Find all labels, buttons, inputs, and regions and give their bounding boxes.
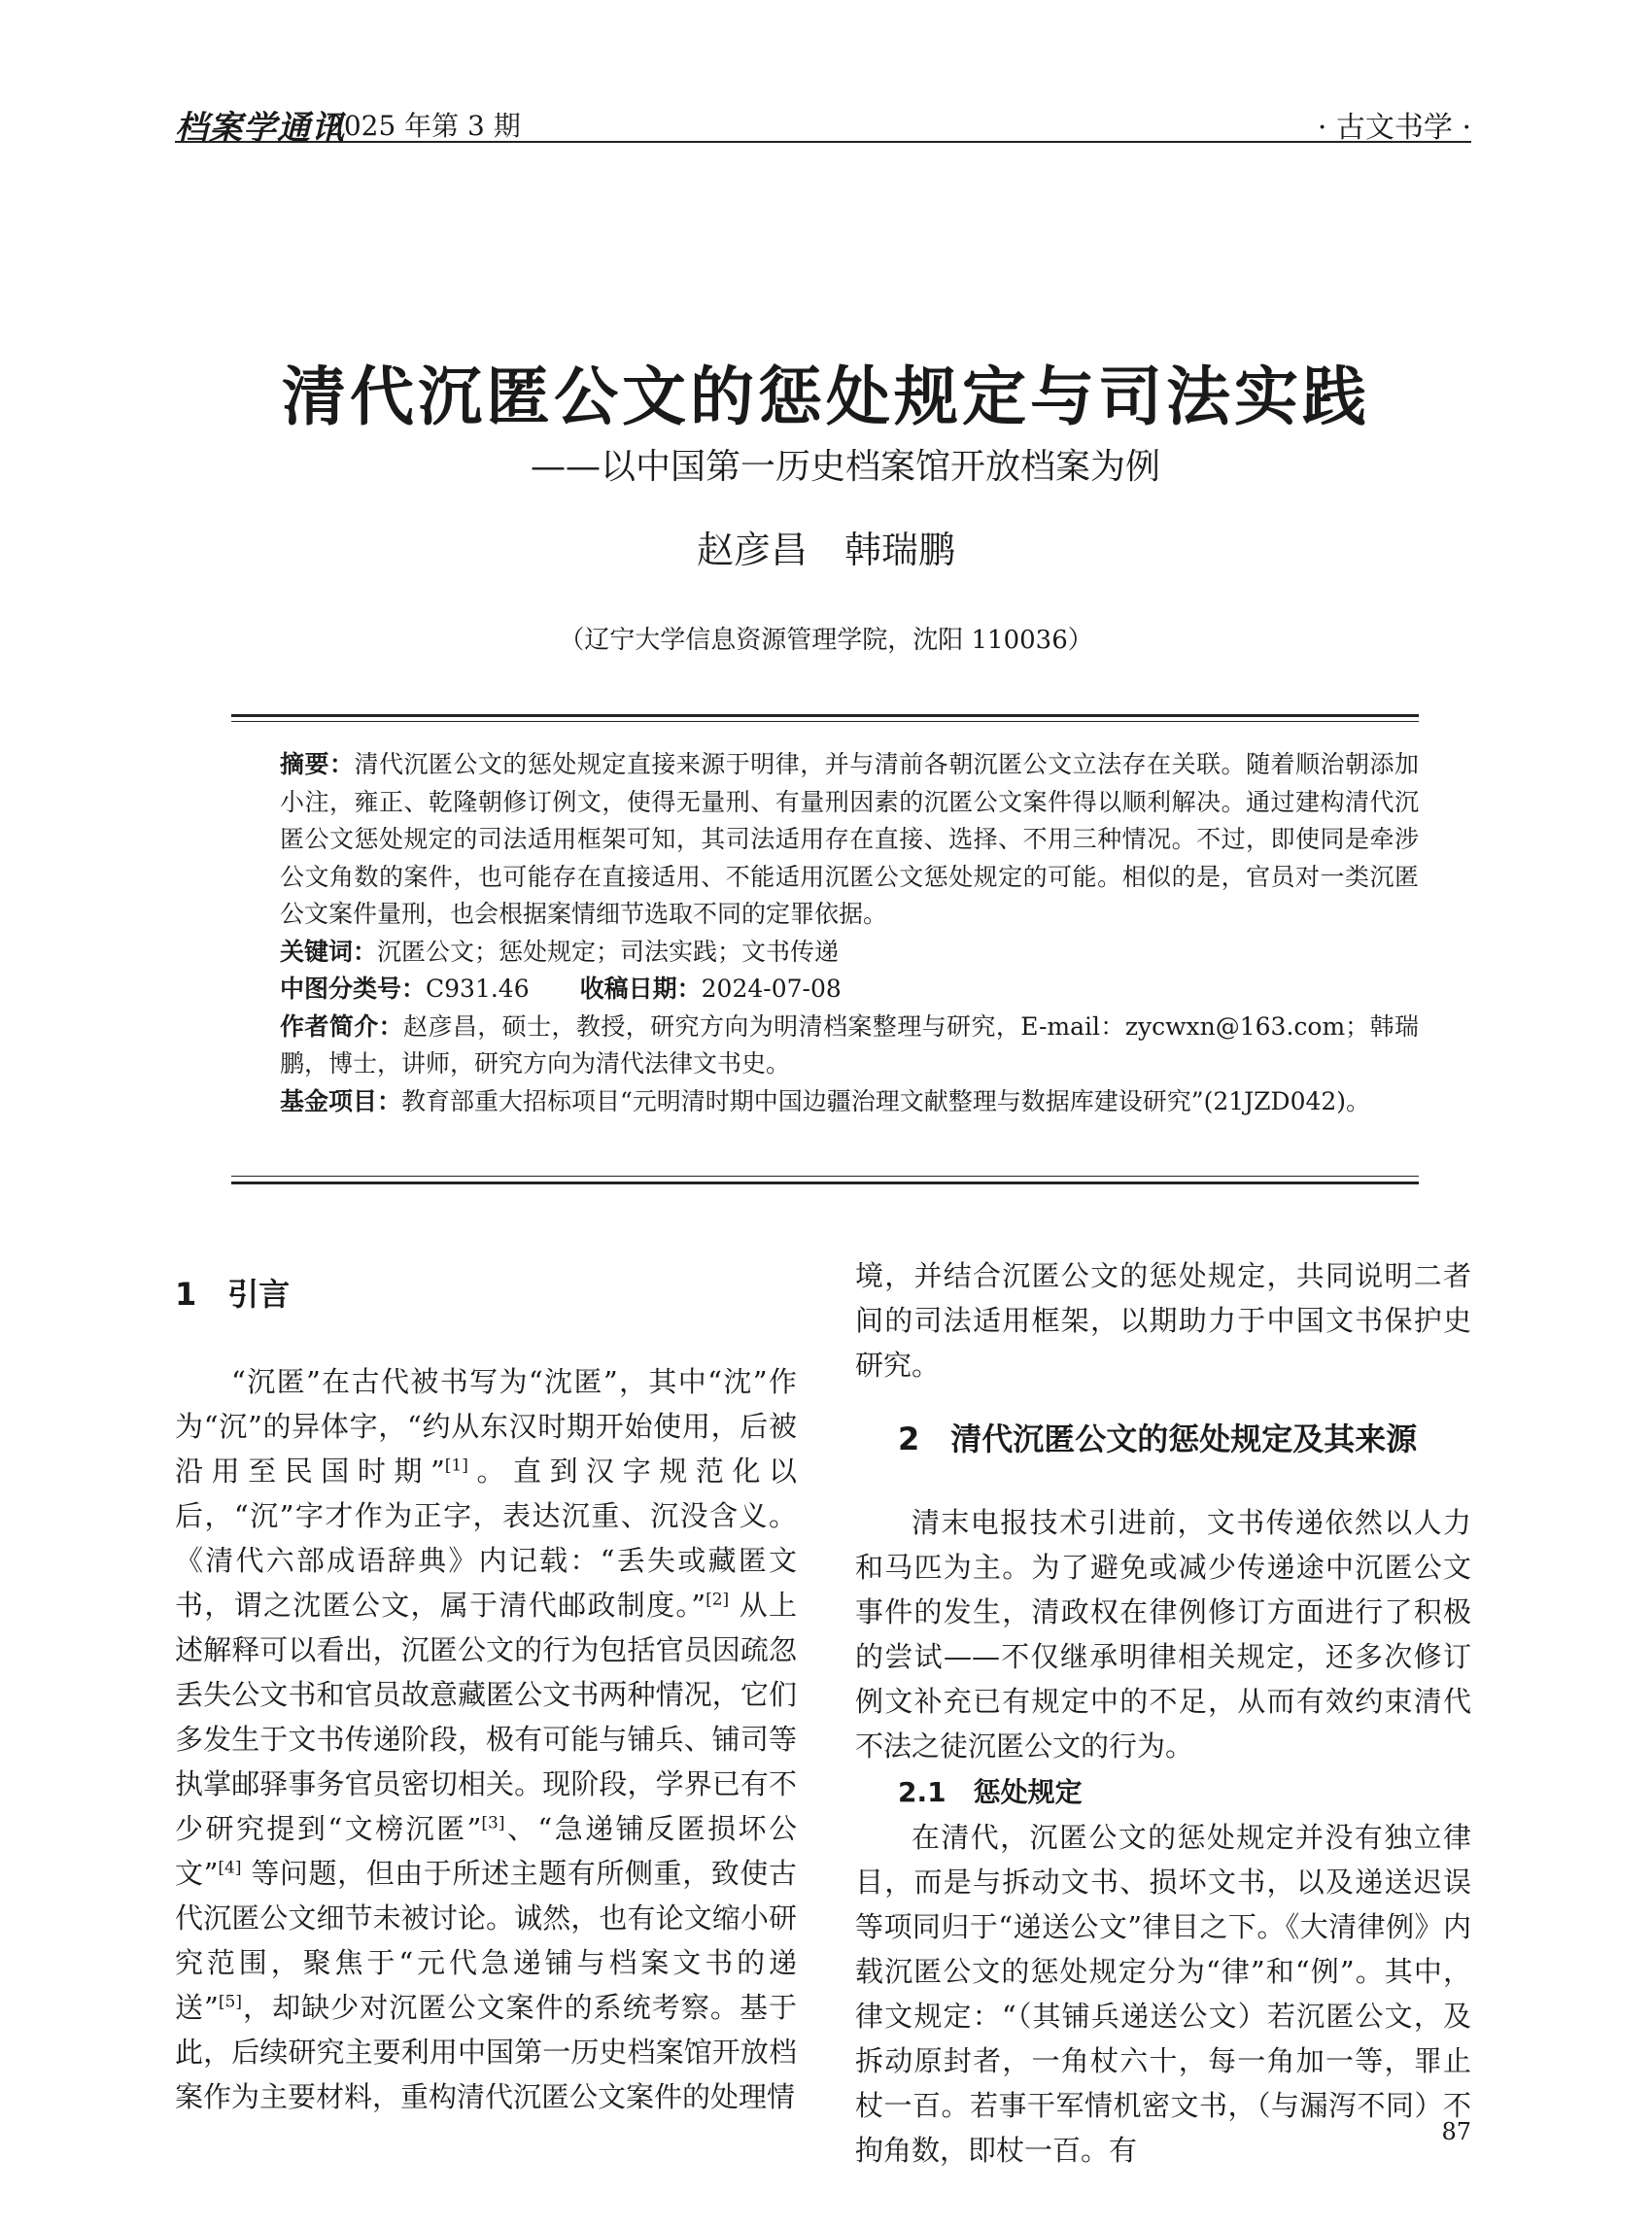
intro-continuation: 境，并结合沉匿公文的惩处规定，共同说明二者间的司法适用框架，以期助力于中国文书保护史研究。 xyxy=(855,1259,1471,1382)
section-2-heading: 2 清代沉匿公文的惩处规定及其来源 xyxy=(898,1421,1418,1457)
received-label: 收稿日期： xyxy=(579,975,702,1003)
fund-label: 基金项目： xyxy=(280,1086,402,1115)
intro-text-f: ，却缺少对沉匿公文案件的系统考察。基于此，后续研究主要利用中国第一历史档案馆开放档案作为主要材料，重构清代沉匿公文案件的处理情 xyxy=(175,1991,797,2113)
keywords-label: 关键词： xyxy=(280,937,378,966)
intro-text-b: 。直到汉字规范化以后，“沉”字才作为正字，表达沉重、沉没含义。《清代六部成语辞典》内记载：“丢失或藏匿文书，谓之沈匿公文，属于清代邮政制度。” xyxy=(175,1455,797,1622)
abstract-rule-top-thin xyxy=(231,721,1419,722)
abstract-rule-top xyxy=(231,714,1419,717)
page-number: 87 xyxy=(1441,2118,1471,2145)
right-column xyxy=(855,1253,1471,2173)
intro-text-c: 从上述解释可以看出，沉匿公文的行为包括官员因疏忽丢失公文书和官员故意藏匿公文书两种情况，它们多发生于文书传递阶段，极有可能与铺兵、铺司等执掌邮驿事务官员密切相关。现阶段，学界已有不少研究提到“文榜沉匿” xyxy=(175,1589,798,1845)
journal-name: 档案学通讯 xyxy=(175,109,345,148)
abstract-block xyxy=(280,746,1419,1120)
section-1-heading: 1 引言 xyxy=(175,1276,291,1313)
abstract-label: 摘要： xyxy=(280,750,355,778)
authors: 赵彦昌 韩瑞鹏 xyxy=(696,529,955,571)
citation-3[interactable]: [3] xyxy=(481,1813,505,1833)
abstract-rule-bottom-thin xyxy=(231,1176,1419,1177)
abstract-paragraph xyxy=(280,746,1419,934)
issue-label: 2025 年第 3 期 xyxy=(327,110,521,142)
keywords-line xyxy=(280,934,1419,972)
received-date: 2024-07-08 xyxy=(701,975,842,1003)
author-bio xyxy=(280,1009,1419,1083)
intro-text-e: 等问题，但由于所述主题有所侧重，致使古代沉匿公文细节未被讨论。诚然，也有论文缩小研究范围，聚焦于“元代急递铺与档案文书的递送” xyxy=(175,1857,797,2024)
classification-line xyxy=(280,971,1419,1009)
intro-text-d: 、“急递铺反匿损坏公文” xyxy=(175,1812,798,1890)
abstract-text: 清代沉匿公文的惩处规定直接来源于明律，并与清前各朝沉匿公文立法存在关联。随着顺治朝添加小注，雍正、乾隆朝修订例文，使得无量刑、有量刑因素的沉匿公文案件得以顺利解决。通过建构清代沉匿公文惩处规定的司法适用框架可知，其司法适用存在直接、选择、不用三种情况。不过，即使同是牵涉公文角数的案件，也可能存在直接适用、不能适用沉匿公文惩处规定的可能。相似的是，官员对一类沉匿公文案件量刑，也会根据案情细节选取不同的定罪依据。 xyxy=(280,750,1419,928)
citation-2[interactable]: [2] xyxy=(706,1590,730,1610)
intro-paragraph xyxy=(175,1359,797,2119)
abstract-rule-bottom xyxy=(231,1181,1419,1184)
header-rule xyxy=(175,141,1471,143)
subsection-2-1-paragraph: 在清代，沉匿公文的惩处规定并没有独立律目，而是与拆动文书、损坏文书，以及递送迟误等项同归于“递送公文”律目之下。《大清律例》内载沉匿公文的惩处规定分为“律”和“例”。其中，律文规定：“（其铺兵递送公文）若沉匿公文，及拆动原封者，一角杖六十，每一角加一等，罪止杖一百。若事干军情机密文书，（与漏泻不同）不拘角数，即杖一百。有 xyxy=(855,1821,1471,2167)
subsection-2-1-heading: 2.1 惩处规定 xyxy=(898,1776,1083,1808)
left-column xyxy=(175,1272,797,2119)
section-2-paragraph: 清末电报技术引进前，文书传递依然以人力和马匹为主。为了避免或减少传递途中沉匿公文事件的发生，清政权在律例修订方面进行了积极的尝试——不仅继承明律相关规定，还多次修订例文补充已有规定中的不足，从而有效约束清代不法之徒沉匿公文的行为。 xyxy=(855,1506,1471,1763)
section-label: · 古文书学 · xyxy=(1317,111,1471,145)
bio-text: 赵彦昌，硕士，教授，研究方向为明清档案整理与研究，E-mail：zycwxn@163.com；韩瑞鹏，博士，讲师，研究方向为清代法律文书史。 xyxy=(280,1011,1419,1078)
citation-5[interactable]: [5] xyxy=(218,1992,242,2012)
intro-text-a: “沉匿”在古代被书写为“沈匿”，其中“沈”作为“沉”的异体字，“约从东汉时期开始使用，后被沿用至民国时期” xyxy=(175,1365,797,1488)
citation-4[interactable]: [4] xyxy=(218,1858,242,1878)
article-subtitle: ——以中国第一历史档案馆开放档案为例 xyxy=(530,447,1160,487)
affiliation: （辽宁大学信息资源管理学院，沈阳 110036） xyxy=(559,626,1093,655)
fund-text: 教育部重大招标项目“元明清时期中国边疆治理文献整理与数据库建设研究”(21JZD042)。 xyxy=(401,1086,1371,1115)
fund-line xyxy=(280,1083,1419,1121)
clc-label: 中图分类号： xyxy=(280,975,427,1003)
keywords: 沉匿公文；惩处规定；司法实践；文书传递 xyxy=(377,937,840,966)
bio-label: 作者简介： xyxy=(280,1011,404,1041)
article-title: 清代沉匿公文的惩处规定与司法实践 xyxy=(282,360,1370,434)
clc-number: C931.46 xyxy=(426,975,530,1003)
citation-1[interactable]: [1] xyxy=(444,1455,468,1476)
